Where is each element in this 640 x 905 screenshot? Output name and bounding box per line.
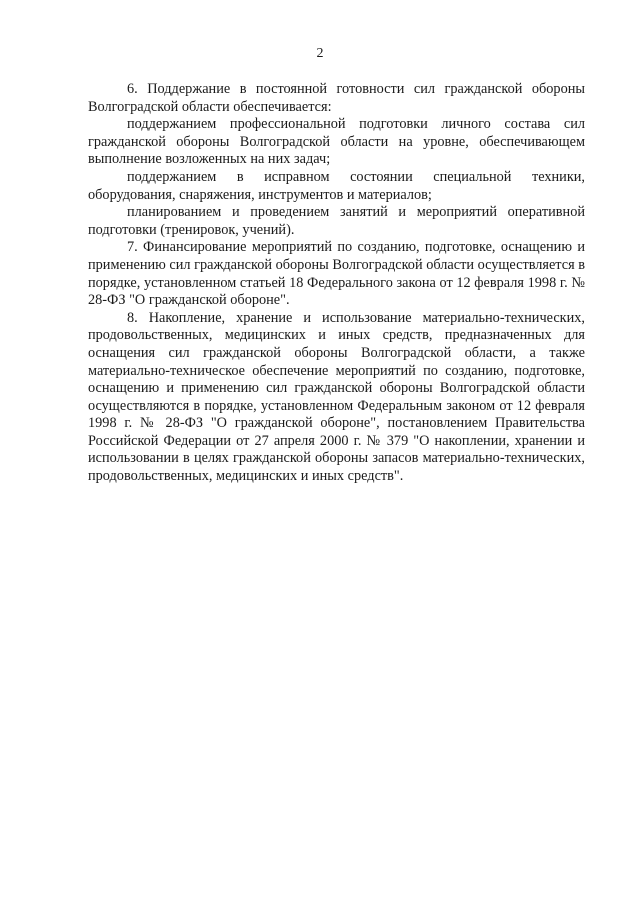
paragraph-8-accumulation: 8. Накопление, хранение и использование материально-технических, продовольственных, медицинских и иных средств, предназначенных для оснащения сил гражданской обороны Волгоградской области, а также материально-техническое обеспечение мероприятий по созданию, подготовке, оснащению и применению сил гражданской обороны Волгоградской области осуществляются в порядке, установленном Федеральным законом от 12 февраля 1998 г. № 28-ФЗ "О гражданской обороне", постановлением Правительства Российской Федерации от 27 апреля 2000 г. № 379 "О накоплении, хранении и использовании в целях гражданской обороны запасов материально-технических, продовольственных, медицинских и иных средств". bbox=[88, 309, 585, 485]
page-number: 2 bbox=[316, 46, 324, 61]
paragraph-6-intro: 6. Поддержание в постоянной готовности сил гражданской обороны Волгоградской области обеспечивается: bbox=[88, 81, 585, 115]
paragraph-6-item-training: поддержанием профессиональной подготовки личного состава сил гражданской обороны Волгоградской области на уровне, обеспечивающем выполнение возложенных на них задач; bbox=[88, 116, 585, 168]
document-body bbox=[88, 81, 585, 486]
paragraph-6-item-equipment: поддержанием в исправном состоянии специальной техники, оборудования, снаряжения, инструментов и материалов; bbox=[88, 168, 585, 203]
paragraph-7-financing: 7. Финансирование мероприятий по созданию, подготовке, оснащению и применению сил гражданской обороны Волгоградской области осуществляется в порядке, установленном статьей 18 Федерального закона от 12 февраля 1998 г. № 28-ФЗ "О гражданской обороне". bbox=[88, 239, 585, 309]
paragraph-6-item-exercises: планированием и проведением занятий и мероприятий оперативной подготовки (тренировок, учений). bbox=[88, 204, 585, 238]
